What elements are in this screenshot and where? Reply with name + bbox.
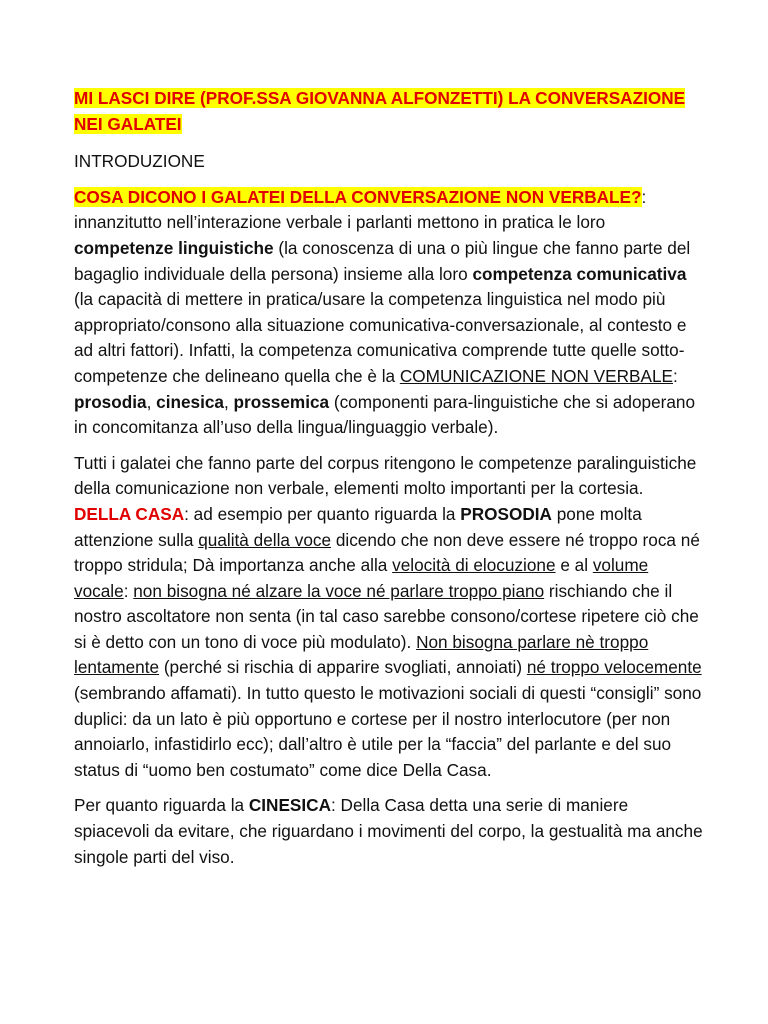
text: Per quanto riguarda la [74,795,249,816]
underlined-term: non bisogna né alzare la voce né parlare troppo piano [133,580,545,601]
title-line-1: MI LASCI DIRE (PROF.SSA GIOVANNA ALFONZETTI) LA CONVERSAZIONE [74,88,686,108]
text: (la capacità di mettere in pratica/usare la competenza linguistica nel modo più appropriato/consono alla situazione comunicativa-conversazionale, al contesto e ad altri fattori). Infatti, la competenza comunicativa comprende tutte quelle sotto-competenze che delineano quella che è la [74,289,687,386]
document-title [74,86,704,137]
text: pone molta attenzione sulla [74,503,642,550]
underlined-term: qualità della voce [198,529,332,550]
bold-term: prosodia [74,391,147,412]
text: , [146,391,157,412]
text: : [641,186,647,207]
section-heading-introduzione: INTRODUZIONE [74,151,205,172]
text: (sembrando affamati). In tutto questo le motivazioni sociali di questi “consigli” sono duplici: da un lato è più opportuno e cortese per il nostro interlocutore (per non annoiarlo, infastidirlo ecc); dall’altro è utile per la “faccia” del parlante e del suo status di “uomo ben costumato” come dice Della Casa. [74,683,702,780]
bold-term: PROSODIA [460,503,552,524]
document-page [74,86,704,880]
bold-term: competenza comunicativa [472,263,687,284]
text: : [672,365,678,386]
text: rischiando che il nostro ascoltatore non senta (in tal caso sarebbe consono/cortese ripetere ciò che si è detto con un tono di voce più modulato). [74,580,699,652]
bold-term: prossemica [233,391,330,412]
text: (componenti para-linguistiche che si adoperano in concomitanza all’uso della lingua/linguaggio verbale). [74,391,696,438]
paragraph-1 [74,185,704,441]
red-term: DELLA CASA [74,503,185,524]
underlined-term: né troppo velocemente [526,657,702,678]
paragraph-3 [74,793,704,870]
text: (la conoscenza di una o più lingue che fanno parte del bagaglio individuale della persona) insieme alla loro [74,237,691,284]
underlined-term: volume vocale [74,555,649,601]
text: : [123,580,134,601]
bold-term: cinesica [156,391,224,412]
text: e al [555,555,593,576]
text: Tutti i galatei che fanno parte del corpus ritengono le competenze paralinguistiche della comunicazione non verbale, elementi molto importanti per la cortesia. [74,452,697,499]
text: innanzitutto nell’interazione verbale i parlanti mettono in pratica le loro [74,212,606,233]
text: (perché si rischia di apparire svogliati, annoiati) [159,657,527,678]
text: : Della Casa detta una serie di maniere spiacevoli da evitare, che riguardano i movimenti del corpo, la gestualità ma anche singole parti del viso. [74,795,703,867]
bold-term: CINESICA [248,795,331,816]
text: dicendo che non deve essere né troppo roca né troppo stridula; Dà importanza anche alla [74,529,700,576]
paragraph-2 [74,451,704,784]
underlined-term: COMUNICAZIONE NON VERBALE [399,365,673,386]
bold-term: competenze linguistiche [74,237,274,258]
question-heading: COSA DICONO I GALATEI DELLA CONVERSAZIONE NON VERBALE? [74,186,642,207]
text: , [223,391,234,412]
underlined-term: Non bisogna parlare nè troppo lentamente [74,631,649,678]
underlined-term: velocità di elocuzione [392,555,556,576]
text: : ad esempio per quanto riguarda la [184,503,461,524]
title-line-2: NEI GALATEI [74,113,182,134]
